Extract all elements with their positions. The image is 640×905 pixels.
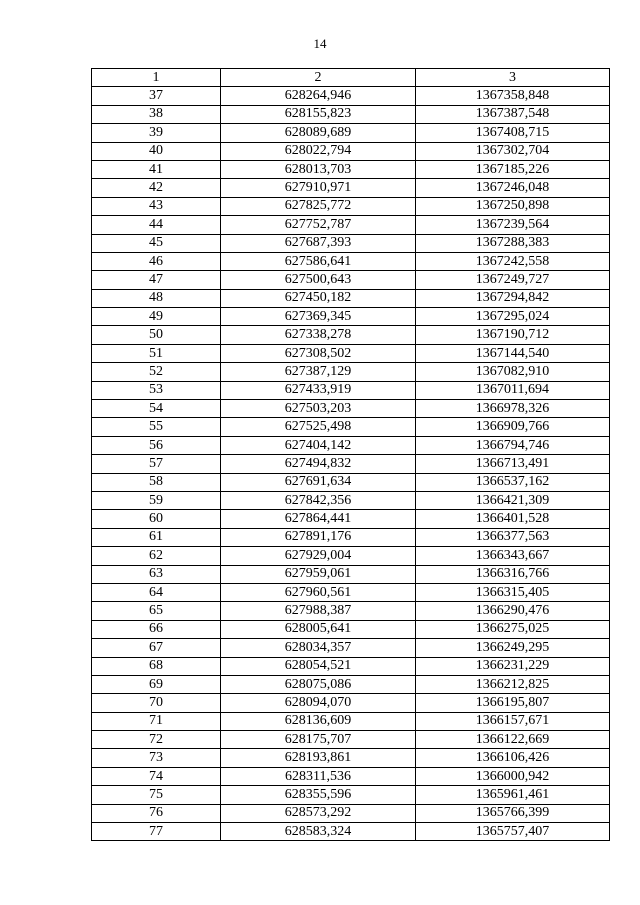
cell-x-coordinate: 627433,919	[221, 381, 416, 399]
cell-x-coordinate: 628054,521	[221, 657, 416, 675]
cell-point-number: 58	[92, 473, 221, 491]
cell-x-coordinate: 628193,861	[221, 749, 416, 767]
cell-y-coordinate: 1367295,024	[416, 308, 610, 326]
cell-y-coordinate: 1366212,825	[416, 675, 610, 693]
table-row	[92, 455, 610, 473]
cell-y-coordinate: 1366978,326	[416, 400, 610, 418]
table-row	[92, 234, 610, 252]
cell-y-coordinate: 1366195,807	[416, 694, 610, 712]
cell-point-number: 73	[92, 749, 221, 767]
table-row	[92, 271, 610, 289]
table-row	[92, 547, 610, 565]
table-row	[92, 823, 610, 841]
table-row	[92, 675, 610, 693]
cell-y-coordinate: 1366000,942	[416, 767, 610, 785]
cell-point-number: 37	[92, 87, 221, 105]
cell-point-number: 38	[92, 105, 221, 123]
cell-y-coordinate: 1366249,295	[416, 639, 610, 657]
cell-y-coordinate: 1367302,704	[416, 142, 610, 160]
cell-x-coordinate: 627959,061	[221, 565, 416, 583]
cell-point-number: 56	[92, 436, 221, 454]
cell-y-coordinate: 1366537,162	[416, 473, 610, 491]
coordinates-table	[91, 68, 610, 841]
table-row	[92, 712, 610, 730]
cell-point-number: 46	[92, 252, 221, 270]
cell-x-coordinate: 627500,643	[221, 271, 416, 289]
cell-point-number: 69	[92, 675, 221, 693]
cell-point-number: 72	[92, 731, 221, 749]
cell-y-coordinate: 1366231,229	[416, 657, 610, 675]
table-row	[92, 436, 610, 454]
cell-x-coordinate: 628583,324	[221, 823, 416, 841]
cell-y-coordinate: 1367246,048	[416, 179, 610, 197]
cell-point-number: 49	[92, 308, 221, 326]
cell-y-coordinate: 1366909,766	[416, 418, 610, 436]
table-row	[92, 418, 610, 436]
table-body	[92, 87, 610, 841]
cell-x-coordinate: 627752,787	[221, 216, 416, 234]
table-row	[92, 491, 610, 509]
cell-y-coordinate: 1367288,383	[416, 234, 610, 252]
table-row	[92, 179, 610, 197]
cell-y-coordinate: 1366157,671	[416, 712, 610, 730]
cell-x-coordinate: 627450,182	[221, 289, 416, 307]
cell-y-coordinate: 1366377,563	[416, 528, 610, 546]
cell-x-coordinate: 628022,794	[221, 142, 416, 160]
cell-y-coordinate: 1366106,426	[416, 749, 610, 767]
header-cell-x: 2	[221, 69, 416, 87]
cell-x-coordinate: 628264,946	[221, 87, 416, 105]
cell-y-coordinate: 1367294,842	[416, 289, 610, 307]
cell-y-coordinate: 1365766,399	[416, 804, 610, 822]
cell-point-number: 77	[92, 823, 221, 841]
table-row	[92, 289, 610, 307]
cell-x-coordinate: 627687,393	[221, 234, 416, 252]
cell-x-coordinate: 627404,142	[221, 436, 416, 454]
cell-x-coordinate: 628155,823	[221, 105, 416, 123]
table-row	[92, 657, 610, 675]
table-header-row	[92, 69, 610, 87]
cell-point-number: 44	[92, 216, 221, 234]
table-row	[92, 160, 610, 178]
table-row	[92, 326, 610, 344]
cell-x-coordinate: 628034,357	[221, 639, 416, 657]
table-row	[92, 105, 610, 123]
cell-y-coordinate: 1367358,848	[416, 87, 610, 105]
cell-point-number: 61	[92, 528, 221, 546]
cell-point-number: 66	[92, 620, 221, 638]
cell-y-coordinate: 1365757,407	[416, 823, 610, 841]
header-cell-y: 3	[416, 69, 610, 87]
table-row	[92, 583, 610, 601]
cell-point-number: 59	[92, 491, 221, 509]
cell-point-number: 50	[92, 326, 221, 344]
cell-x-coordinate: 627929,004	[221, 547, 416, 565]
cell-point-number: 43	[92, 197, 221, 215]
cell-point-number: 54	[92, 400, 221, 418]
cell-y-coordinate: 1367185,226	[416, 160, 610, 178]
cell-x-coordinate: 627891,176	[221, 528, 416, 546]
cell-x-coordinate: 627825,772	[221, 197, 416, 215]
cell-x-coordinate: 627864,441	[221, 510, 416, 528]
table-row	[92, 142, 610, 160]
cell-x-coordinate: 627338,278	[221, 326, 416, 344]
cell-y-coordinate: 1367239,564	[416, 216, 610, 234]
cell-y-coordinate: 1365961,461	[416, 786, 610, 804]
cell-x-coordinate: 627988,387	[221, 602, 416, 620]
cell-y-coordinate: 1366421,309	[416, 491, 610, 509]
cell-x-coordinate: 628136,609	[221, 712, 416, 730]
cell-x-coordinate: 628094,070	[221, 694, 416, 712]
cell-x-coordinate: 628311,536	[221, 767, 416, 785]
table-row	[92, 786, 610, 804]
cell-x-coordinate: 627691,634	[221, 473, 416, 491]
cell-x-coordinate: 627369,345	[221, 308, 416, 326]
cell-x-coordinate: 627586,641	[221, 252, 416, 270]
cell-y-coordinate: 1367144,540	[416, 344, 610, 362]
cell-point-number: 51	[92, 344, 221, 362]
cell-y-coordinate: 1367408,715	[416, 124, 610, 142]
cell-x-coordinate: 628089,689	[221, 124, 416, 142]
cell-y-coordinate: 1366794,746	[416, 436, 610, 454]
table-row	[92, 381, 610, 399]
cell-point-number: 45	[92, 234, 221, 252]
table-row	[92, 197, 610, 215]
cell-point-number: 52	[92, 363, 221, 381]
cell-point-number: 70	[92, 694, 221, 712]
table-row	[92, 87, 610, 105]
cell-y-coordinate: 1366275,025	[416, 620, 610, 638]
table-row	[92, 473, 610, 491]
table-row	[92, 344, 610, 362]
cell-y-coordinate: 1367387,548	[416, 105, 610, 123]
cell-point-number: 42	[92, 179, 221, 197]
table-row	[92, 510, 610, 528]
cell-point-number: 68	[92, 657, 221, 675]
cell-point-number: 62	[92, 547, 221, 565]
cell-x-coordinate: 627525,498	[221, 418, 416, 436]
cell-point-number: 64	[92, 583, 221, 601]
cell-x-coordinate: 628355,596	[221, 786, 416, 804]
cell-point-number: 47	[92, 271, 221, 289]
cell-point-number: 67	[92, 639, 221, 657]
cell-x-coordinate: 627503,203	[221, 400, 416, 418]
table-row	[92, 252, 610, 270]
table-row	[92, 767, 610, 785]
cell-y-coordinate: 1367242,558	[416, 252, 610, 270]
cell-x-coordinate: 627842,356	[221, 491, 416, 509]
cell-point-number: 55	[92, 418, 221, 436]
cell-point-number: 48	[92, 289, 221, 307]
cell-y-coordinate: 1367190,712	[416, 326, 610, 344]
cell-point-number: 71	[92, 712, 221, 730]
cell-y-coordinate: 1367011,694	[416, 381, 610, 399]
cell-x-coordinate: 627494,832	[221, 455, 416, 473]
cell-y-coordinate: 1366316,766	[416, 565, 610, 583]
page-number: 14	[313, 36, 327, 51]
cell-x-coordinate: 628075,086	[221, 675, 416, 693]
table-row	[92, 308, 610, 326]
cell-point-number: 57	[92, 455, 221, 473]
cell-x-coordinate: 628013,703	[221, 160, 416, 178]
table-row	[92, 216, 610, 234]
cell-y-coordinate: 1366290,476	[416, 602, 610, 620]
table-row	[92, 124, 610, 142]
cell-x-coordinate: 627960,561	[221, 583, 416, 601]
cell-y-coordinate: 1367250,898	[416, 197, 610, 215]
table-row	[92, 620, 610, 638]
table-row	[92, 363, 610, 381]
cell-point-number: 65	[92, 602, 221, 620]
cell-x-coordinate: 628005,641	[221, 620, 416, 638]
cell-y-coordinate: 1366343,667	[416, 547, 610, 565]
cell-point-number: 39	[92, 124, 221, 142]
header-cell-point-number: 1	[92, 69, 221, 87]
table-row	[92, 731, 610, 749]
cell-x-coordinate: 627910,971	[221, 179, 416, 197]
table-row	[92, 694, 610, 712]
cell-point-number: 53	[92, 381, 221, 399]
table-row	[92, 602, 610, 620]
cell-point-number: 75	[92, 786, 221, 804]
cell-point-number: 74	[92, 767, 221, 785]
cell-x-coordinate: 628175,707	[221, 731, 416, 749]
cell-y-coordinate: 1367082,910	[416, 363, 610, 381]
cell-point-number: 60	[92, 510, 221, 528]
cell-x-coordinate: 627387,129	[221, 363, 416, 381]
table-row	[92, 639, 610, 657]
table-row	[92, 804, 610, 822]
cell-y-coordinate: 1366122,669	[416, 731, 610, 749]
table-row	[92, 749, 610, 767]
cell-y-coordinate: 1366713,491	[416, 455, 610, 473]
cell-y-coordinate: 1366401,528	[416, 510, 610, 528]
table-row	[92, 565, 610, 583]
cell-point-number: 76	[92, 804, 221, 822]
cell-point-number: 41	[92, 160, 221, 178]
cell-x-coordinate: 627308,502	[221, 344, 416, 362]
table-row	[92, 528, 610, 546]
cell-y-coordinate: 1366315,405	[416, 583, 610, 601]
cell-x-coordinate: 628573,292	[221, 804, 416, 822]
cell-y-coordinate: 1367249,727	[416, 271, 610, 289]
table-row	[92, 400, 610, 418]
cell-point-number: 40	[92, 142, 221, 160]
cell-point-number: 63	[92, 565, 221, 583]
